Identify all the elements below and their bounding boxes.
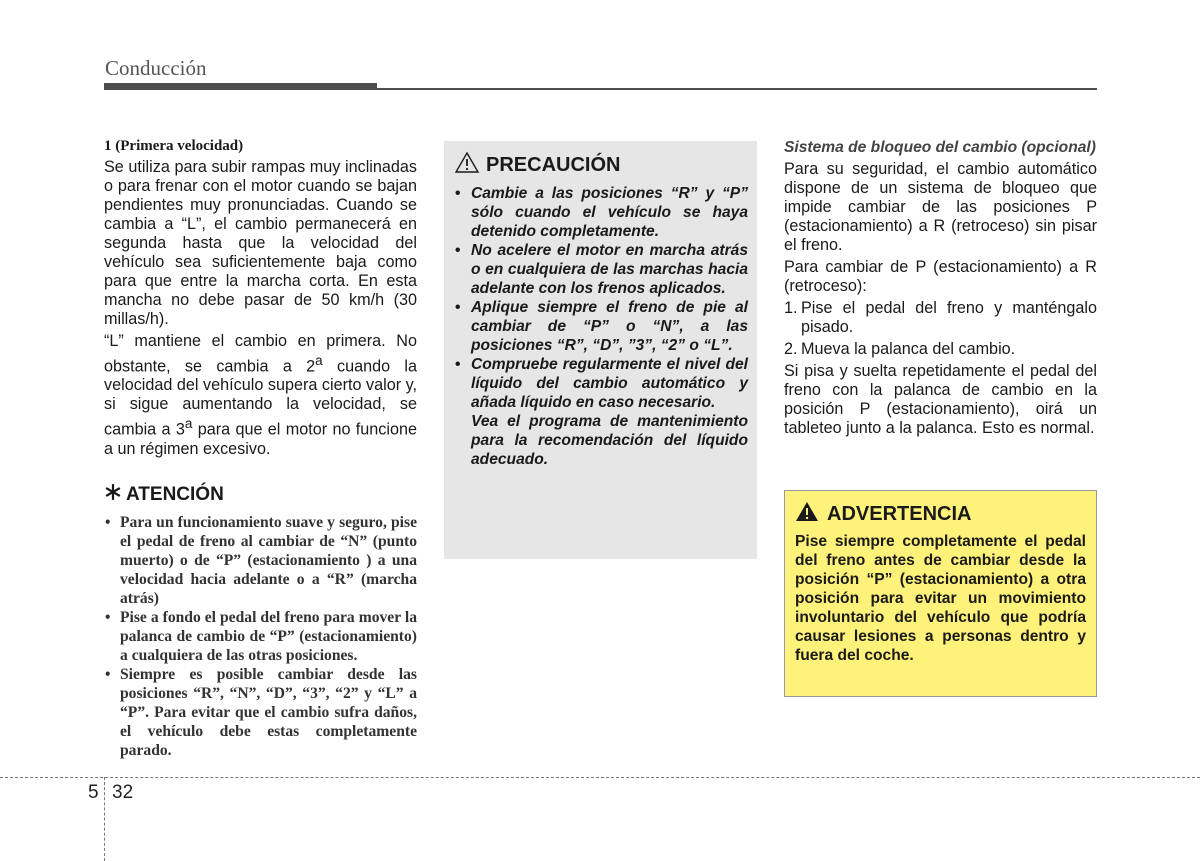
attention-item: • Para un funcionamiento suave y seguro, pise el pedal de freno al cambiar de “N” (punto muerto) o de “P” (estacionamiento ) a una velocidad hacia adelante o a “R” (marcha atrás) — [104, 513, 417, 608]
warning-triangle-outline-icon — [454, 151, 480, 180]
step-text: Pise el pedal del freno y manténgalo pisado. — [801, 299, 1097, 336]
section-heading-shift-lock: Sistema de bloqueo del cambio (opcional) — [784, 139, 1096, 156]
paragraph-l-position — [104, 332, 417, 459]
warning-heading — [795, 501, 1086, 528]
attention-item: • Siempre es posible cambiar desde las posiciones “R”, “N”, “D”, “3”, “2” y “L” a “P”. Para evitar que el cambio sufra daños, el vehículo debe estas completamente parado. — [104, 665, 417, 760]
column-left — [104, 138, 417, 760]
precaution-item: • Compruebe regularmente el nivel del líquido del cambio automático y añada líquido en caso necesario. — [454, 355, 748, 412]
step-item — [784, 340, 1097, 359]
paragraph-text: cuando la velocidad del vehículo supera cierto valor y, si sigue aumentando la velocidad, se cambia a 3 — [104, 357, 418, 439]
step-item — [784, 299, 1097, 337]
precaution-note: Vea el programa de mantenimiento para la recomendación del líquido adecuado. — [471, 413, 748, 468]
paragraph-text: para que el motor no funcione a un régimen excesivo. — [104, 420, 418, 458]
header-rule-thick — [104, 83, 377, 90]
paragraph-shift-lock-instructions: Para cambiar de P (estacionamiento) a R (retroceso): — [784, 258, 1097, 295]
paragraph-shift-lock-intro: Para su seguridad, el cambio automático dispone de un sistema de bloqueo que impide cambiar de las posiciones P (estacionamiento) a R (retroceso) sin pisar el freno. — [784, 160, 1097, 254]
warning-triangle-filled-icon — [795, 501, 819, 528]
page-header-title: Conducción — [105, 56, 207, 80]
precaution-item: • No acelere el motor en marcha atrás o en cualquiera de las marchas hacia adelante con los frenos aplicados. — [454, 241, 748, 298]
paragraph-shift-lock-noise: Si pisa y suelta repetidamente el pedal del freno con la palanca de cambio en la posición P (estacionamiento), oirá un tableteo junto a la palanca. Esto es normal. — [784, 362, 1097, 437]
page-number: 32 — [112, 782, 134, 803]
precaution-item: • Aplique siempre el freno de pie al cambiar de “P” o “N”, a las posiciones “R”, “D”, ”3”, “2” o “L”. — [454, 298, 748, 355]
warning-text: Pise siempre completamente el pedal del freno antes de cambiar desde la posición “P” (estacionamiento) a otra posición para evitar un movimiento involuntario del vehículo que podría causar lesiones a personas dentro y fuera del coche. — [795, 533, 1086, 664]
header-rule-thin — [377, 88, 1097, 90]
chapter-number: 5 — [88, 782, 99, 803]
warning-title: ADVERTENCIA — [827, 503, 972, 525]
paragraph-text: “L” mantiene el cambio en primera. No obstante, se cambia a 2 — [104, 332, 417, 376]
paragraph-first-gear-usage: Se utiliza para subir rampas muy inclinadas o para frenar con el motor cuando se bajan pendientes muy pronunciadas. Cuando se cambia a “L”, el cambio permanecerá en segunda hasta que la velocidad del vehículo sea suficientemente baja como para que entre la marcha corta. En esta mancha no debe pasar de 50 km/h (30 millas/h). — [104, 158, 417, 328]
precaution-item: • Cambie a las posiciones “R” y “P” sólo cuando el vehículo se haya detenido completamente. — [454, 184, 748, 241]
section-heading-first-gear: 1 (Primera velocidad) — [104, 138, 244, 154]
superscript: a — [315, 353, 323, 368]
steps-list — [784, 299, 1097, 359]
precaution-title: PRECAUCIÓN — [486, 154, 621, 176]
column-right — [784, 138, 1097, 441]
precaution-heading — [454, 151, 748, 180]
attention-item: • Pise a fondo el pedal del freno para mover la palanca de cambio de “P” (estacionamiento) a cualquiera de las otras posiciones. — [104, 608, 417, 665]
attention-heading — [104, 483, 417, 507]
step-number: 2. — [784, 340, 798, 358]
precaution-list — [454, 184, 748, 412]
attention-list — [104, 513, 417, 760]
precaution-box — [444, 141, 757, 559]
footer-vertical-divider — [104, 777, 105, 861]
attention-title: ATENCIÓN — [126, 483, 224, 505]
asterisk-icon — [104, 483, 122, 507]
footer-divider — [0, 777, 1200, 778]
superscript: a — [184, 416, 193, 432]
warning-box — [784, 490, 1097, 697]
step-number: 1. — [784, 299, 798, 317]
step-text: Mueva la palanca del cambio. — [801, 340, 1016, 358]
